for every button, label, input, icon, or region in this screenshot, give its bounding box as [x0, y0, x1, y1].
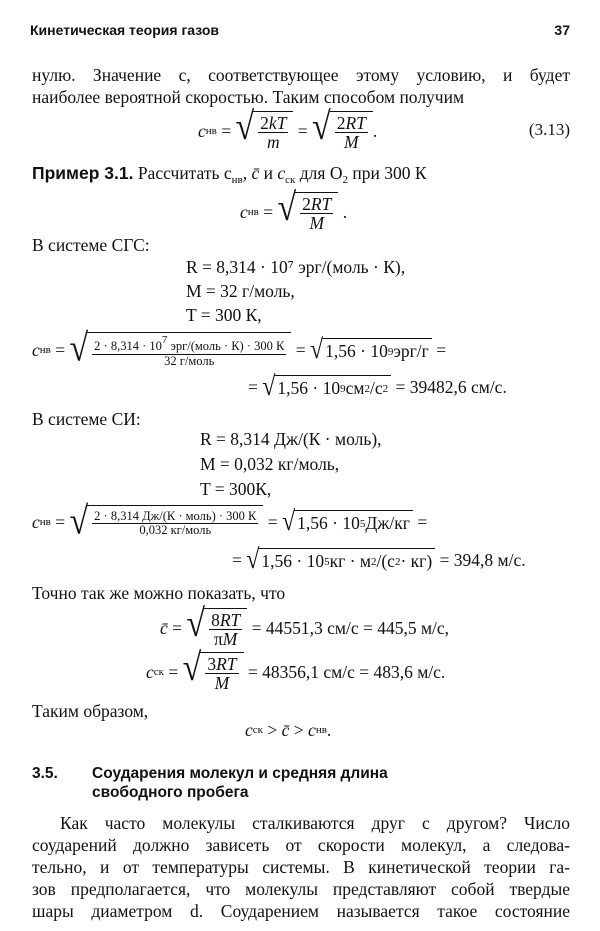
running-header: [30, 20, 570, 44]
cgs-result: = 39482,6 см/с.: [395, 376, 507, 397]
text-line: наиболее вероятной скоростью. Таким способом получим: [32, 87, 465, 107]
text-line: Таким образом,: [32, 701, 149, 721]
page-number: 37: [554, 22, 570, 38]
si-M: M = 0,032 кг/моль,: [200, 454, 340, 474]
text-line: В системе СИ:: [32, 409, 141, 429]
section-number: 3.5.: [32, 765, 58, 782]
text-line: В системе СГС:: [32, 235, 150, 255]
paragraph-line: соударений должно зависеть от скорости молекул, а следова-: [32, 835, 570, 855]
equation-si-calc: c нв = √ $\frac{\text{2 · 8,314 Дж/(К · моль) · 300 К}}{\text{0,032 кг/моль}}$ = √ 1,56 · 10 5 Дж/кг =: [32, 500, 428, 543]
section-title-1: Соударения молекул и средняя длина: [92, 765, 388, 782]
equation-inequality: c ск > c̄ > c нв .: [245, 719, 332, 740]
header-title: Кинетическая теория газов: [30, 22, 220, 38]
example-line: Пример 3.1. Рассчитать $c_{нв}$, c̄ и $c_{ск}$ для $O_2$ при 300 К: [32, 163, 427, 186]
paragraph-line: шары диаметром d. Соударением называется такое состояние: [32, 901, 570, 921]
equation-cgs-calc: c нв = √ $\frac{2 \cdot 8,314 \cdot 10^7 эрг/(моль \cdot К) \cdot 300 К}{\text{32 г/моль}}$ = √ 1,56 · 10 9 эрг/г =: [32, 327, 447, 370]
cgs-M: M = 32 г/моль,: [186, 281, 295, 301]
paragraph-line: тельно, и от температуры системы. В кинетической теории га-: [32, 857, 570, 877]
cgs-T: T = 300 К,: [186, 305, 262, 325]
cgs-R: R = 8,314 · 10⁷ эрг/(моль · К),: [186, 257, 406, 277]
si-T: T = 300К,: [200, 479, 272, 499]
equation-cnv: c нв = √ $\frac{2RT}{M}$ .: [240, 186, 348, 233]
equation-csk: c ск = √ $\frac{3RT}{M}$ = 48356,1 см/с = 483,6 м/с.: [146, 646, 446, 693]
paragraph-line: зов предполагается, что молекулы представляют собой твердые: [32, 879, 570, 899]
equation-cbar: c̄ = √ $\frac{8RT}{\pi M}$ = 44551,3 см/с = 445,5 м/с,: [160, 602, 450, 649]
cbar-result: = 44551,3 см/с = 445,5 м/с,: [251, 617, 450, 638]
csk-result: = 48356,1 см/с = 483,6 м/с.: [247, 661, 446, 682]
text-line: нулю. Значение c, соответствующее этому условию, и будет: [32, 65, 570, 85]
example-text: Рассчитать c: [137, 163, 232, 183]
si-result: = 394,8 м/с.: [439, 549, 526, 570]
equation-number: (3.13): [528, 120, 570, 139]
text-line: Точно так же можно показать, что: [32, 583, 286, 603]
paragraph-line: Как часто молекулы сталкиваются друг с другом? Число: [60, 813, 570, 833]
si-R: R = 8,314 Дж/(К · моль),: [200, 429, 382, 449]
section-title-2: свободного пробега: [92, 784, 249, 801]
equation-3-13: c нв = √ $\frac{2kT}{m}$ = √ $\frac{2RT}{M}$ .: [198, 105, 378, 152]
equation-si-result: = √ 1,56 · 10 5 кг · м 2 /(с 2 · кг) = 394,8 м/с.: [232, 545, 526, 575]
example-label: Пример 3.1.: [32, 163, 134, 183]
equation-cgs-result: = √ 1,56 · 10 9 см 2 /с 2 = 39482,6 см/с.: [248, 372, 507, 402]
